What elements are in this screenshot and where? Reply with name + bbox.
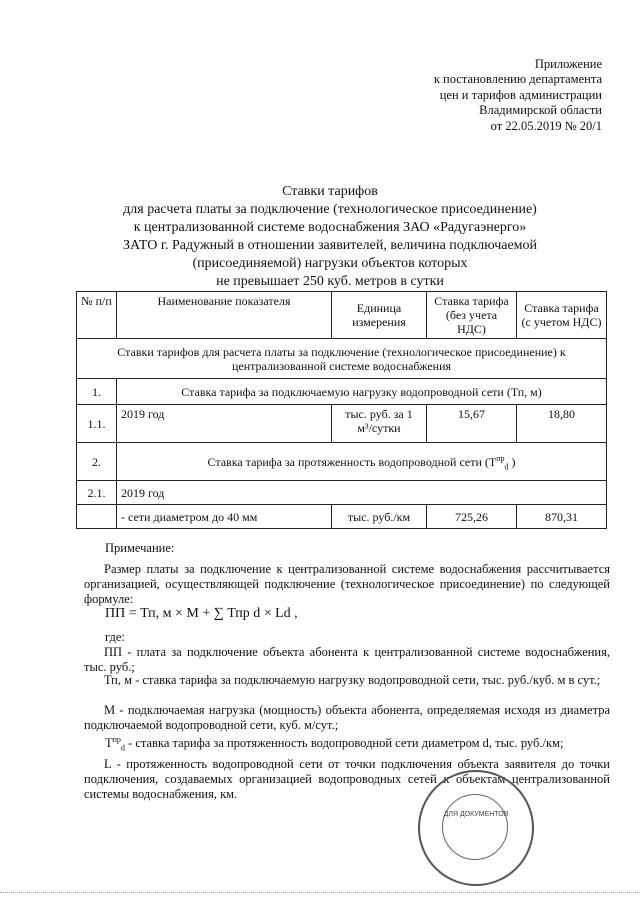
title-line: (присоединяемой) нагрузки объектов которых [192,256,468,271]
seal-text: ДЛЯ ДОКУМЕНТОВ [443,811,509,818]
def-td [105,736,631,751]
row-unit-line1: тыс. руб. за 1 [345,407,413,421]
table-row [77,505,607,529]
row-label-text: Ставка тарифа за протяженность водопроводной сети ( [207,454,489,469]
header-num: № п/п [77,292,117,339]
header-rate-no-vat: Ставка тарифа (без учета НДС) [427,292,517,339]
appendix-line: Владимирской области [479,103,602,118]
official-seal [418,770,534,886]
table-row [77,379,607,405]
table-header-row [77,292,607,339]
row-num: 1.1. [77,405,117,443]
appendix-header [362,57,602,134]
tariff-symbol: T [105,736,113,750]
scan-edge-line [0,892,640,893]
row-rate-vat: 18,80 [517,405,607,443]
appendix-date: от 22.05.2019 № 20/1 [490,118,602,133]
row-rate-no-vat: 725,26 [427,505,517,529]
row-label: Ставка тарифа за подключаемую нагрузку водопроводной сети (Тп, м) [117,379,607,405]
row-name: 2019 год [117,405,332,443]
title-line: к централизованной системе водоснабжения ЗАО «Радугаэнерго» [133,220,527,235]
row-unit: тыс. руб./км [332,505,427,529]
rates-table [76,291,607,529]
document-title [80,183,580,291]
def-m: М - подключаемая нагрузка (мощность) объекта абонента, определяемая исходя из диаметра подключаемой водопроводной сети, куб. м/сут.; [84,703,610,732]
section-title: Ставки тарифов для расчета платы за подключение (технологическое присоединение) к централизованной системе водоснабжения [77,339,607,379]
row-num: 1. [77,379,117,405]
row-num: 2. [77,443,117,481]
appendix-line: к постановлению департамента [433,72,602,87]
seal-inner-ring [442,794,508,860]
def-l: L - протяженность водопроводной сети от точки подключения объекта заявителя до точки подключения, создаваемых организацией водопроводных сетей к объектам централизованной системы водоснабжения, км. [84,757,610,801]
appendix-line: цен и тарифов администрации [439,87,602,102]
tariff-symbol: T [488,454,497,469]
row-unit [332,405,427,443]
title-line: ЗАТО г. Радужный в отношении заявителей, величина подключаемой [122,238,538,253]
title-line: для расчета платы за подключение (технологическое присоединение) [123,202,537,217]
table-row [77,481,607,505]
where-label: где: [105,630,125,644]
row-name: 2019 год [117,481,607,505]
formula: ПП = Тп, м × М + ∑ Тпр d × Ld , [105,606,298,621]
row-name: - сети диаметром до 40 мм [117,505,332,529]
title-line: не превышает 250 куб. метров в сутки [216,274,444,289]
def-pp: ПП - плата за подключение объекта абонента к централизованной системе водоснабжения, тыс. руб.; [84,645,610,674]
header-name: Наименование показателя [117,292,332,339]
tariff-symbol-sup: пр [496,453,505,463]
section-row [77,339,607,379]
table-row [77,405,607,443]
tariff-symbol-sub: d [120,743,125,753]
row-label [117,443,607,481]
notes-intro: Размер платы за подключение к централизованной системе водоснабжения рассчитывается организацией, осуществляющей подключение (технологическое присоединение) по следующей формуле: [84,562,610,606]
row-num: 2.1. [77,481,117,505]
def-tpm: Тп, м - ставка тарифа за подключаемую нагрузку водопроводной сети, тыс. руб./куб. м в сут.; [104,673,601,687]
title-line: Ставки тарифов [282,184,378,199]
tariff-symbol-sup: пр [112,734,121,744]
row-num-empty [77,505,117,529]
appendix-line: Приложение [534,57,602,71]
row-rate-no-vat: 15,67 [427,405,517,443]
tariff-symbol-sub: d [504,461,509,471]
def-td-text: - ставка тарифа за протяженность водопроводной сети диаметром d, тыс. руб./км; [128,736,564,750]
notes-heading: Примечание: [105,541,175,555]
row-rate-vat: 870,31 [517,505,607,529]
row-unit-line2: м³/сутки [357,421,401,435]
row-label-close: ) [511,454,516,469]
table-row [77,443,607,481]
header-unit: Единица измерения [332,292,427,339]
header-rate-vat: Ставка тарифа (с учетом НДС) [517,292,607,339]
